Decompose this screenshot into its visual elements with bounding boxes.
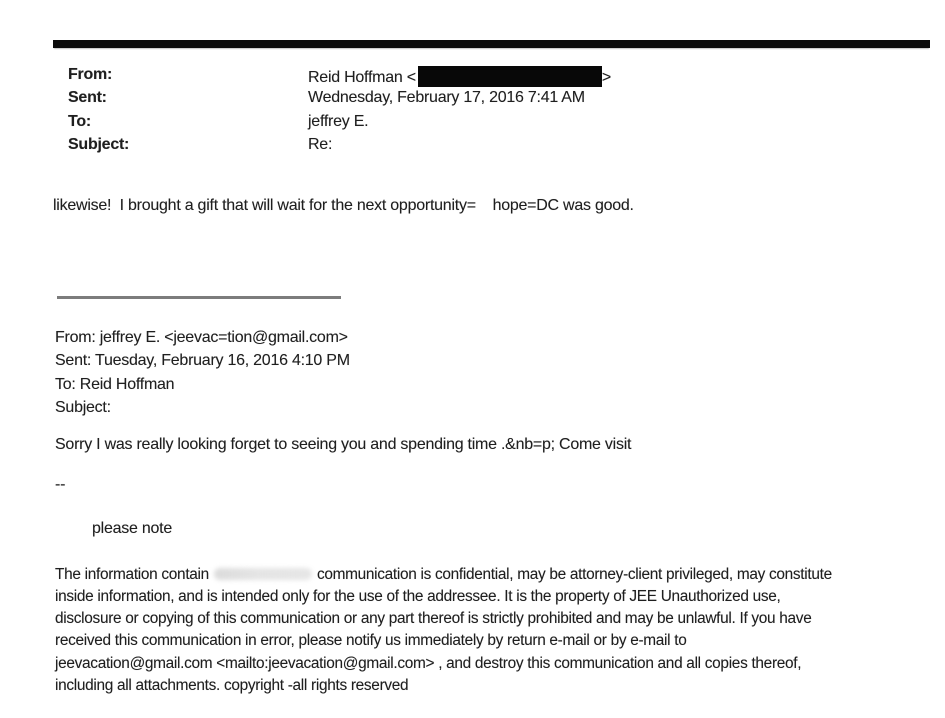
from-value-prefix: Reid Hoffman < <box>308 69 416 86</box>
redaction-bar-email-address <box>418 66 602 87</box>
disclaimer-line-2: inside information, and is intended only for the use of the addressee. It is the property of JEE Unauthorized use, <box>55 588 781 606</box>
sent-label: Sent: <box>68 89 107 107</box>
disclaimer-line-3: disclosure or copying of this communication or any part thereof is strictly prohibited and may be unlawful. If you have <box>55 610 812 628</box>
disclaimer-line-5: jeevacation@gmail.com <mailto:jeevacation@gmail.com> , and destroy this communication and all copies thereof, <box>55 654 802 672</box>
quoted-to-line: To: Reid Hoffman <box>55 375 175 393</box>
quoted-email-header <box>55 326 350 420</box>
quoted-message-body: Sorry I was really looking forget to seeing you and spending time .&nb=p; Come visit <box>55 436 632 453</box>
please-note-text: please note <box>92 520 172 537</box>
top-divider-rule <box>53 40 930 48</box>
header-row-from <box>68 66 611 89</box>
header-row-subject <box>68 136 611 159</box>
disclaimer-line-6: including all attachments. copyright -all rights reserved <box>55 676 409 694</box>
disclaimer-line1-pre: The information contain <box>55 566 209 583</box>
quoted-message-divider <box>57 296 341 299</box>
header-row-sent <box>68 89 611 112</box>
subject-label: Subject: <box>68 136 130 154</box>
to-label: To: <box>68 112 91 130</box>
message-body: likewise! I brought a gift that will wait for the next opportunity= hope=DC was good. <box>53 197 634 214</box>
from-value-suffix: > <box>601 69 611 86</box>
quoted-subject-line: Subject: <box>55 399 111 417</box>
smudged-redaction <box>214 568 312 580</box>
disclaimer-line-4: received this communication in error, please notify us immediately by return e-mail or by e-mail to <box>55 632 687 650</box>
email-header <box>68 66 611 160</box>
from-label: From: <box>68 66 113 83</box>
to-value: jeffrey E. <box>308 112 369 130</box>
from-value <box>308 66 611 87</box>
disclaimer-line-1 <box>55 564 915 586</box>
quoted-from-line: From: jeffrey E. <jeevac=tion@gmail.com> <box>55 329 348 346</box>
subject-value: Re: <box>308 136 333 154</box>
header-row-to <box>68 113 611 136</box>
signature-dashes: -- <box>55 476 66 493</box>
legal-disclaimer <box>55 564 915 697</box>
disclaimer-line1-post: communication is confidential, may be attorney-client privileged, may constitute <box>316 566 832 583</box>
sent-value: Wednesday, February 17, 2016 7:41 AM <box>308 89 585 107</box>
quoted-sent-line: Sent: Tuesday, February 16, 2016 4:10 PM <box>55 352 350 370</box>
